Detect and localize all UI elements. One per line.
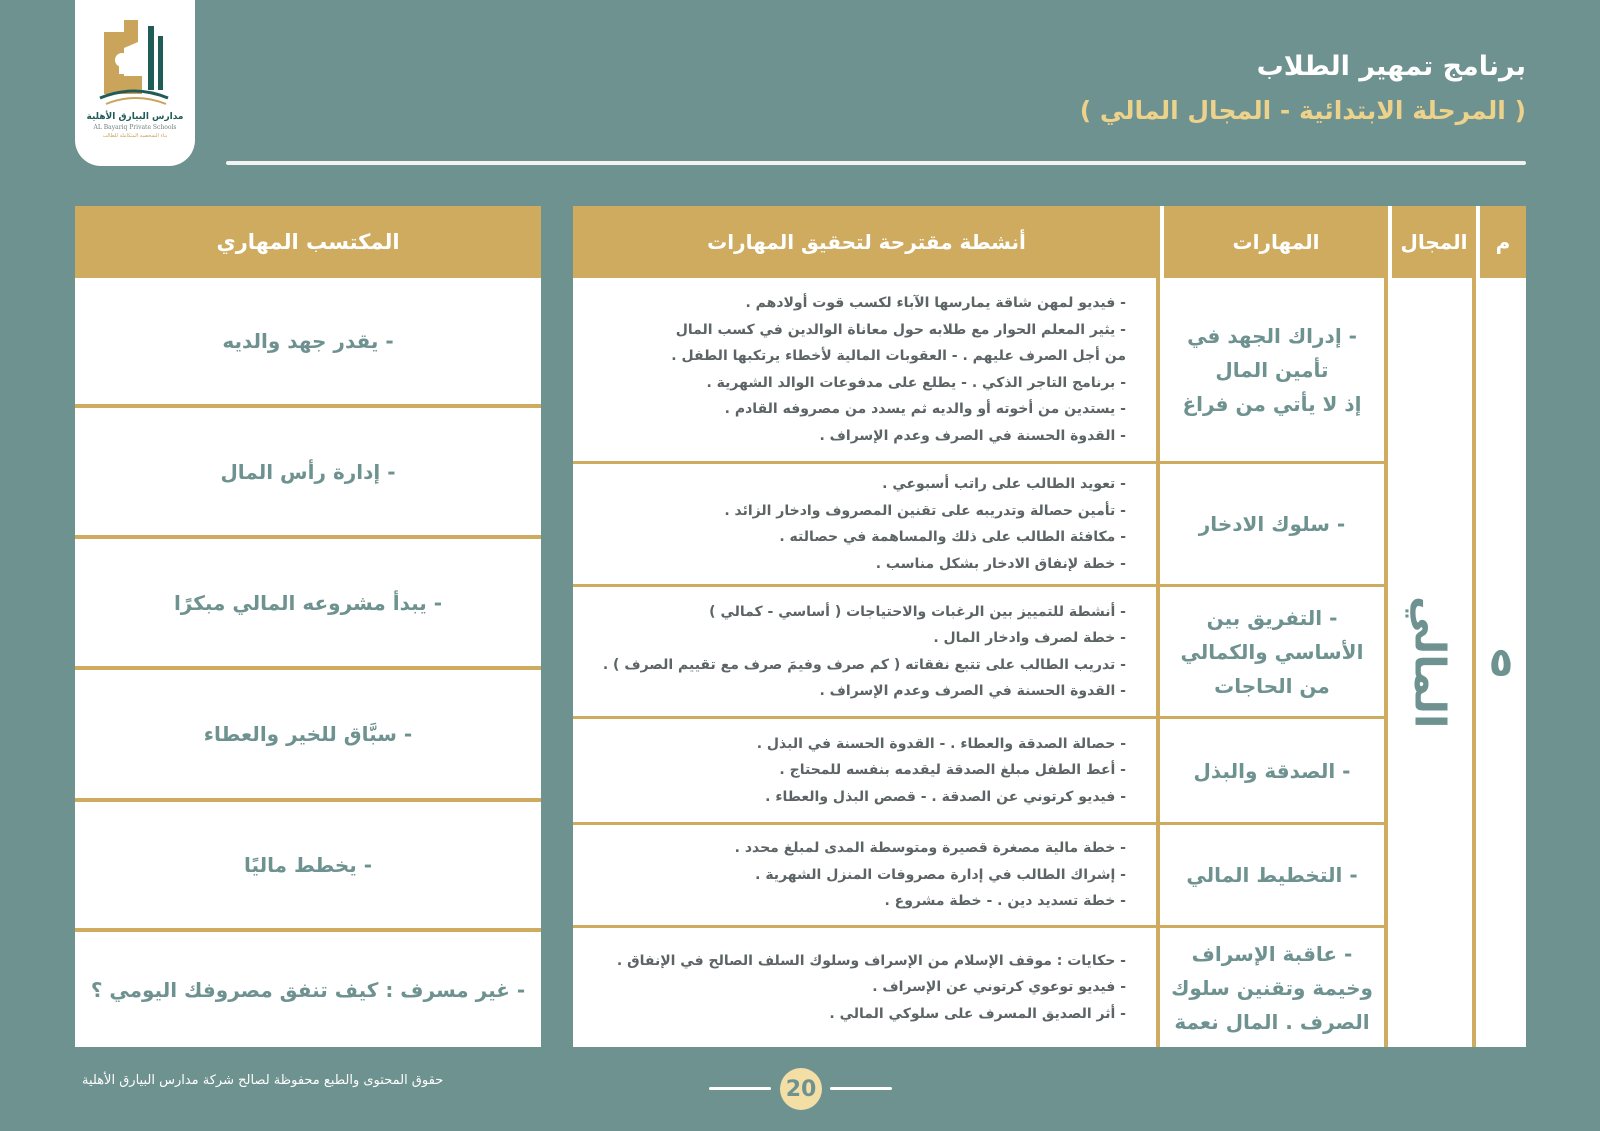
field-cell [1388, 278, 1476, 1047]
page-number: 20 [780, 1068, 822, 1110]
skill-line: - الصدقة والبذل [1193, 758, 1351, 783]
skill-line: - عاقبة الإسراف [1191, 941, 1353, 966]
logo-tagline: بناء الشخصية المتكاملة للطالب [102, 133, 168, 139]
activity-item: - تأمين حصالة وتدريبه على تقنين المصروف وادخار الزائد . [724, 502, 1126, 519]
skill-line: الأساسي والكمالي [1180, 639, 1364, 664]
skill-line: تأمين المال [1215, 357, 1329, 382]
activities-list [724, 471, 1126, 577]
page-divider-right [830, 1087, 892, 1090]
outcome-cell: - يخطط ماليًا [75, 802, 541, 932]
skill-cell [1182, 319, 1361, 421]
activity-item: - أعط الطفل مبلغ الصدقة ليقدمه بنفسه للمحتاج . [779, 762, 1126, 779]
school-logo [75, 0, 195, 166]
activity-item: - خطة لصرف وادخار المال . [933, 630, 1126, 646]
outcome-cell: - غير مسرف : كيف تنفق مصروفك اليومي ؟ [90, 977, 526, 1002]
logo-name-ar: مدارس البيارق الأهلية [86, 112, 184, 122]
outcome-cell: - سبَّاق للخير والعطاء [75, 670, 541, 802]
table-row [573, 464, 1156, 587]
activity-item: - فيديو لمهن شاقة يمارسها الآباء لكسب قوت أولادهم . [745, 295, 1126, 311]
page-title: برنامج تمهير الطلاب [1256, 51, 1526, 82]
table-row [573, 928, 1156, 1047]
skill-cell [1199, 507, 1345, 541]
page-header [1080, 48, 1526, 130]
skill-cell [1181, 601, 1364, 703]
activities-column [573, 278, 1160, 1047]
skill-line: من الحاجات [1214, 673, 1330, 698]
header-field: المجال [1388, 206, 1476, 278]
outcome-cell: - يقدر جهد والديه [75, 278, 541, 408]
page-divider-left [709, 1087, 771, 1090]
table-row [1160, 825, 1384, 928]
skill-line: الصرف . المال نعمة [1174, 1009, 1370, 1034]
skill-line: - التخطيط المالي [1186, 863, 1358, 887]
outcome-cell: - يبدأ مشروعه المالي مبكرًا [75, 539, 541, 670]
header-activities: أنشطة مقترحة لتحقيق المهارات [573, 206, 1160, 278]
skill-line: - إدراك الجهد في [1187, 323, 1357, 348]
activities-list [603, 599, 1126, 705]
table-row [573, 825, 1156, 928]
table-row [1160, 278, 1384, 464]
outcome-cell: - إدارة رأس المال [75, 408, 541, 539]
skill-line: وخيمة وتقنين سلوك [1171, 975, 1373, 1000]
activity-item: - يستدين من أخوته أو والديه ثم يسدد من مصروفه القادم . [724, 401, 1126, 417]
activity-item: - حصالة الصدقة والعطاء . - القدوة الحسنة في البذل . [756, 735, 1126, 752]
page-subtitle: ( المرحلة الابتدائية - المجال المالي ) [1079, 96, 1526, 125]
activity-item: - تعويد الطالب على راتب أسبوعي . [882, 476, 1126, 492]
logo-name-en: AL Bayariq Private Schools [93, 124, 177, 131]
header-divider [226, 161, 1526, 165]
activities-list [735, 835, 1126, 915]
activities-list [671, 290, 1126, 449]
activity-item: - القدوة الحسنة في الصرف وعدم الإسراف . [819, 427, 1126, 444]
activity-item: - تدريب الطالب على تتبع نفقاته ( كم صرف وفيمَ صرف مع تقييم الصرف ) . [602, 656, 1126, 673]
activities-list [617, 948, 1126, 1028]
skills-table [573, 206, 1526, 1047]
header-outcomes: المكتسب المهاري [75, 206, 541, 278]
table-row [573, 719, 1156, 825]
table-row [573, 587, 1156, 719]
header-num: م [1476, 206, 1526, 278]
activity-item: - حكايات : موقف الإسلام من الإسراف وسلوك السلف الصالح في الإنفاق . [616, 952, 1126, 969]
activity-item: - مكافئة الطالب على ذلك والمساهمة في حصالته . [779, 529, 1126, 545]
activity-item: من أجل الصرف عليهم . - العقوبات المالية لأخطاء يرتكبها الطفل . [671, 348, 1126, 364]
skill-line: - التفريق بين [1206, 605, 1338, 630]
skill-cell [1186, 858, 1357, 892]
activities-list [757, 731, 1126, 811]
outcomes-table [75, 206, 541, 1047]
activity-item: - أنشطة للتمييز بين الرغبات والاحتياجات ( أساسي - كمالي ) [709, 603, 1126, 620]
activity-item: - فيديو كرتوني عن الصدقة . - قصص البذل والعطاء . [765, 788, 1126, 805]
activity-item: - أثر الصديق المسرف على سلوكي المالي . [829, 1005, 1126, 1022]
activity-item: - برنامج التاجر الذكي . - يطلع على مدفوعات الوالد الشهرية . [706, 374, 1126, 391]
activity-item: - فيديو توعوي كرتوني عن الإسراف . [872, 979, 1126, 996]
skill-line: إذ لا يأتي من فراغ [1182, 391, 1362, 416]
table-row [1160, 928, 1384, 1047]
logo-mark-icon [98, 14, 172, 106]
activity-item: - القدوة الحسنة في الصرف وعدم الإسراف . [819, 683, 1126, 699]
skill-line: - سلوك الادخار [1198, 512, 1346, 536]
activity-item: - يثير المعلم الحوار مع طلابه حول معاناة الوالدين في كسب المال [675, 321, 1126, 338]
skills-column [1160, 278, 1388, 1047]
table-row [573, 278, 1156, 464]
skill-cell [1171, 937, 1373, 1039]
table-row [1160, 587, 1384, 719]
field-label: المالي [1405, 596, 1455, 729]
skill-cell [1194, 754, 1351, 788]
table-row [1160, 719, 1384, 825]
activity-item: - خطة لإنفاق الادخار بشكل مناسب . [875, 555, 1126, 572]
activity-item: - خطة مالية مصغرة قصيرة ومتوسطة المدى لمبلغ محدد . [734, 840, 1126, 857]
copyright-text: حقوق المحتوى والطبع محفوظة لصالح شركة مدارس البيارق الأهلية [82, 1073, 444, 1088]
activity-item: - إشراك الطالب في إدارة مصروفات المنزل الشهرية . [755, 866, 1126, 883]
header-skills: المهارات [1160, 206, 1388, 278]
table-row [1160, 464, 1384, 587]
activity-item: - خطة تسديد دين . - خطة مشروع . [884, 893, 1126, 910]
row-number: ٥ [1488, 639, 1514, 686]
